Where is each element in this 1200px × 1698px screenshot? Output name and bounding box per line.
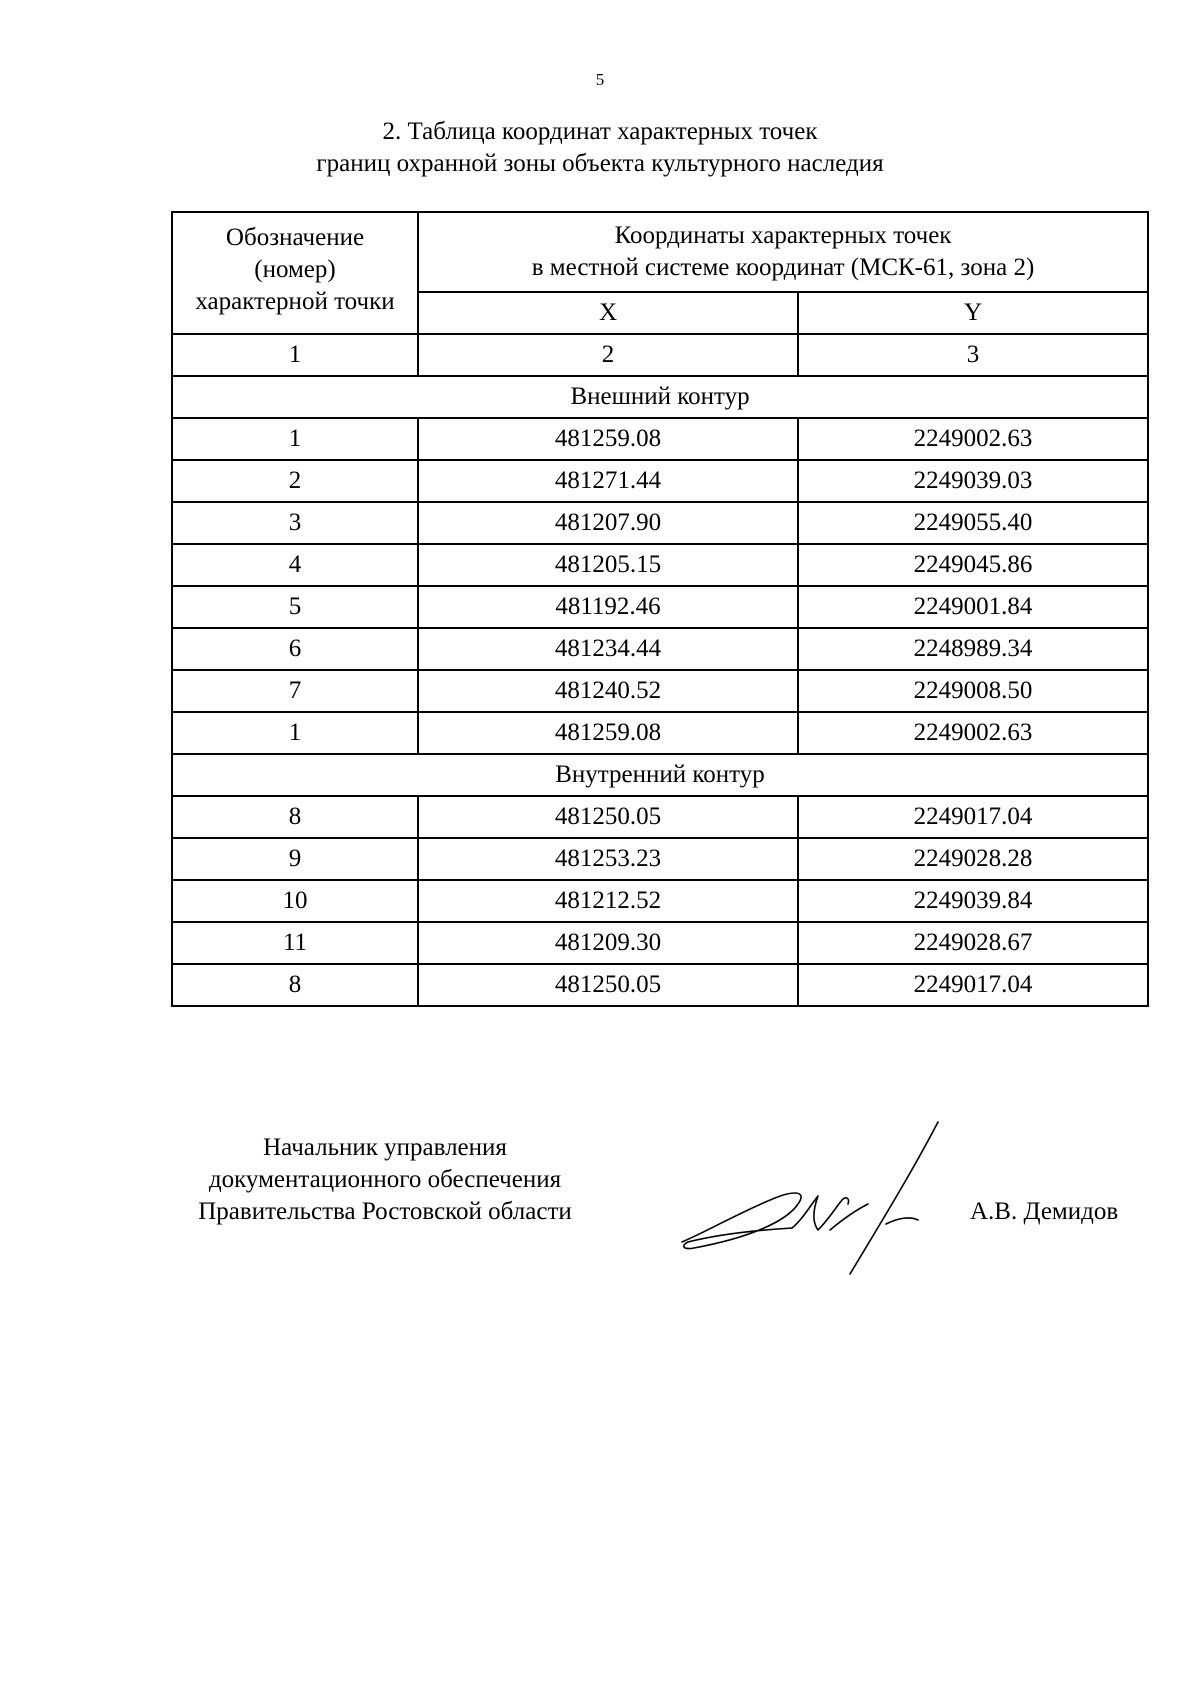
table-row (172, 964, 1148, 1006)
position-line-2: документационного обеспечения (208, 1166, 562, 1193)
point-number-cell: 1 (172, 712, 418, 754)
table-row (172, 922, 1148, 964)
table-row (172, 712, 1148, 754)
x-coordinate-cell: 481250.05 (418, 964, 798, 1006)
x-coordinate-cell: 481192.46 (418, 586, 798, 628)
signatory-position (160, 1132, 610, 1228)
y-coordinate-cell: 2249008.50 (798, 670, 1148, 712)
position-line-1: Начальник управления (263, 1134, 507, 1161)
point-number-cell: 11 (172, 922, 418, 964)
table-row (172, 586, 1148, 628)
column-number-2: 2 (418, 334, 798, 376)
table-row (172, 838, 1148, 880)
table-row (172, 502, 1148, 544)
section-name: Внешний контур (172, 376, 1148, 418)
x-coordinate-cell: 481253.23 (418, 838, 798, 880)
table-row (172, 796, 1148, 838)
y-coordinate-cell: 2249001.84 (798, 586, 1148, 628)
header-coordinates-group (418, 212, 1148, 292)
signatory-name: А.В. Демидов (970, 1198, 1119, 1225)
y-coordinate-cell: 2249002.63 (798, 418, 1148, 460)
section-name: Внутренний контур (172, 754, 1148, 796)
column-number-3: 3 (798, 334, 1148, 376)
y-coordinate-cell: 2249017.04 (798, 964, 1148, 1006)
header-point-line-2: (номер) (254, 256, 336, 283)
x-coordinate-cell: 481207.90 (418, 502, 798, 544)
header-y: Y (798, 292, 1148, 334)
header-x: X (418, 292, 798, 334)
header-point-designation (172, 212, 418, 334)
x-coordinate-cell: 481209.30 (418, 922, 798, 964)
position-line-3: Правительства Ростовской области (198, 1198, 572, 1225)
title-line-1: 2. Таблица координат характерных точек (382, 118, 818, 145)
x-coordinate-cell: 481250.05 (418, 796, 798, 838)
table-row (172, 628, 1148, 670)
point-number-cell: 10 (172, 880, 418, 922)
column-number-1: 1 (172, 334, 418, 376)
table-row (172, 544, 1148, 586)
table-row (172, 418, 1148, 460)
table-row (172, 880, 1148, 922)
handwritten-signature (680, 1112, 950, 1282)
point-number-cell: 4 (172, 544, 418, 586)
point-number-cell: 8 (172, 796, 418, 838)
column-numbers-row (172, 334, 1148, 376)
x-coordinate-cell: 481212.52 (418, 880, 798, 922)
point-number-cell: 9 (172, 838, 418, 880)
section-header-row (172, 376, 1148, 418)
page-number: 5 (595, 70, 605, 89)
point-number-cell: 8 (172, 964, 418, 1006)
header-point-line-3: характерной точки (195, 288, 395, 315)
y-coordinate-cell: 2249045.86 (798, 544, 1148, 586)
title-line-2: границ охранной зоны объекта культурного наследия (316, 150, 884, 177)
point-number-cell: 5 (172, 586, 418, 628)
point-number-cell: 1 (172, 418, 418, 460)
y-coordinate-cell: 2249055.40 (798, 502, 1148, 544)
y-coordinate-cell: 2249017.04 (798, 796, 1148, 838)
document-title (0, 116, 1200, 180)
x-coordinate-cell: 481240.52 (418, 670, 798, 712)
y-coordinate-cell: 2249039.84 (798, 880, 1148, 922)
y-coordinate-cell: 2249028.28 (798, 838, 1148, 880)
signature-block (0, 1132, 1200, 1272)
y-coordinate-cell: 2249028.67 (798, 922, 1148, 964)
x-coordinate-cell: 481205.15 (418, 544, 798, 586)
point-number-cell: 6 (172, 628, 418, 670)
header-coords-line-2: в местной системе координат (МСК-61, зона 2) (531, 254, 1035, 281)
table-row (172, 460, 1148, 502)
header-point-line-1: Обозначение (225, 224, 365, 251)
x-coordinate-cell: 481271.44 (418, 460, 798, 502)
point-number-cell: 2 (172, 460, 418, 502)
x-coordinate-cell: 481259.08 (418, 418, 798, 460)
y-coordinate-cell: 2249039.03 (798, 460, 1148, 502)
x-coordinate-cell: 481234.44 (418, 628, 798, 670)
point-number-cell: 7 (172, 670, 418, 712)
x-coordinate-cell: 481259.08 (418, 712, 798, 754)
header-coords-line-1: Координаты характерных точек (614, 222, 952, 249)
y-coordinate-cell: 2249002.63 (798, 712, 1148, 754)
table-header-row (172, 212, 1148, 292)
y-coordinate-cell: 2248989.34 (798, 628, 1148, 670)
coordinates-table (171, 211, 1149, 1007)
table-row (172, 670, 1148, 712)
point-number-cell: 3 (172, 502, 418, 544)
section-header-row (172, 754, 1148, 796)
